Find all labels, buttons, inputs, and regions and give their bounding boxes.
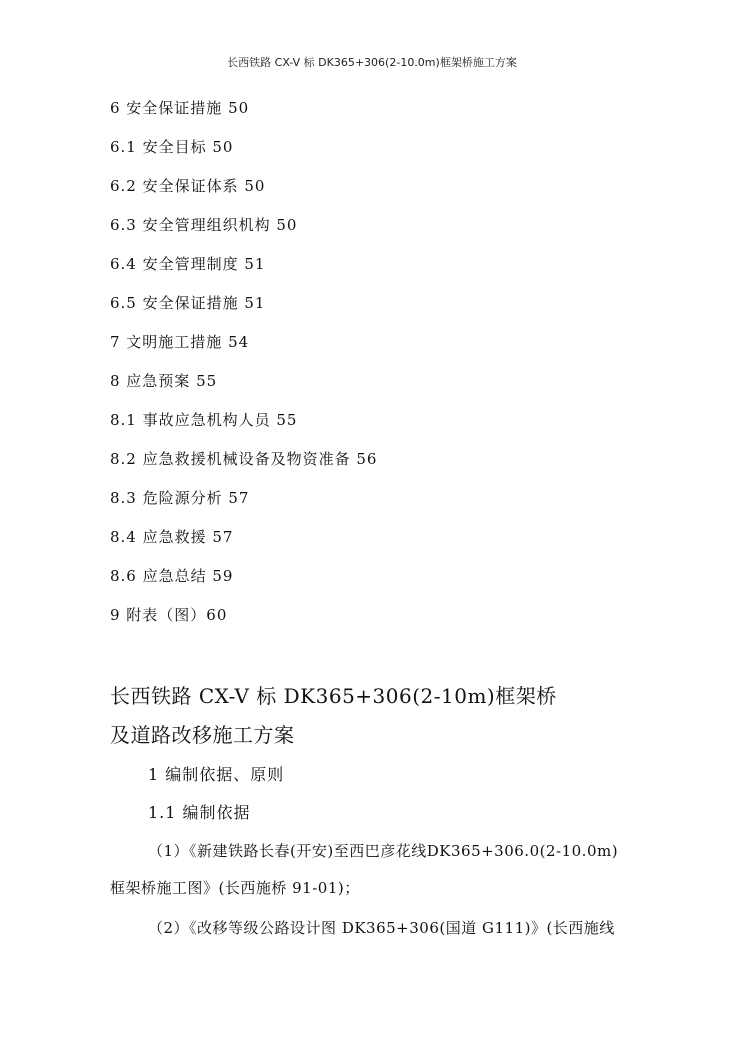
toc-item[interactable]: 6 安全保证措施 50 [110, 99, 250, 117]
toc-item[interactable]: 8.3 危险源分析 57 [110, 489, 250, 507]
page-header: 长西铁路 CX-V 标 DK365+306(2-10.0m)框架桥施工方案 [227, 56, 517, 69]
paragraph-1-line-2: 框架桥施工图》(长西施桥 91-01)； [110, 879, 360, 897]
section-heading: 1 编制依据、原则 [148, 765, 285, 784]
paragraph-2-line-1: （2）《改移等级公路设计图 DK365+306(国道 G111)》(长西施线 [148, 919, 615, 937]
toc-item[interactable]: 6.5 安全保证措施 51 [110, 294, 266, 312]
toc-item[interactable]: 8.4 应急救援 57 [110, 528, 234, 546]
toc-item[interactable]: 7 文明施工措施 54 [110, 333, 250, 351]
toc-item[interactable]: 6.2 安全保证体系 50 [110, 177, 266, 195]
toc-item[interactable]: 8.6 应急总结 59 [110, 567, 234, 585]
document-title-line-1: 长西铁路 CX-V 标 DK365+306(2-10m)框架桥 [110, 684, 557, 708]
subsection-heading: 1.1 编制依据 [148, 803, 251, 822]
toc-item[interactable]: 6.1 安全目标 50 [110, 138, 234, 156]
toc-item[interactable]: 9 附表（图）60 [110, 606, 228, 624]
toc-item[interactable]: 8.1 事故应急机构人员 55 [110, 411, 298, 429]
toc-item[interactable]: 6.4 安全管理制度 51 [110, 255, 266, 273]
paragraph-1-line-1: （1）《新建铁路长春(开安)至西巴彦花线DK365+306.0(2-10.0m) [148, 842, 619, 860]
toc-item[interactable]: 8 应急预案 55 [110, 372, 218, 390]
toc-item[interactable]: 6.3 安全管理组织机构 50 [110, 216, 298, 234]
document-title-line-2: 及道路改移施工方案 [110, 723, 295, 747]
toc-item[interactable]: 8.2 应急救援机械设备及物资准备 56 [110, 450, 378, 468]
table-of-contents [110, 96, 670, 642]
